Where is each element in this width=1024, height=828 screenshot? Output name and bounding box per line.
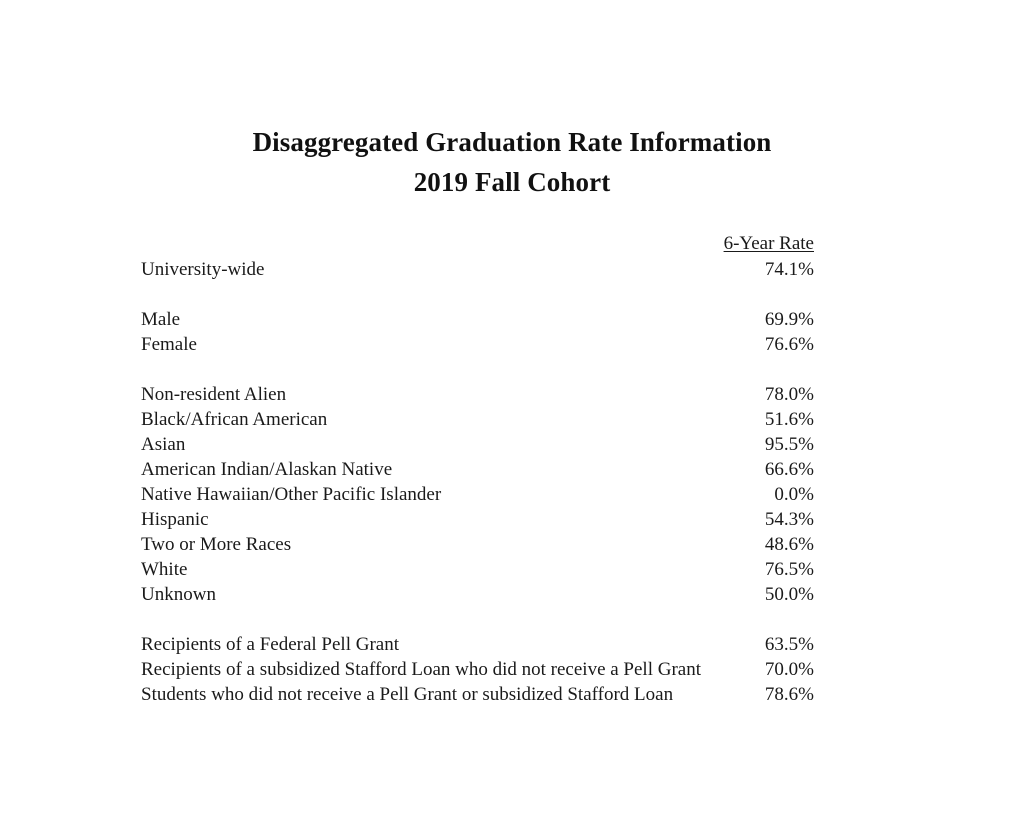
group-race-ethnicity	[141, 382, 814, 607]
row-value: 70.0%	[764, 659, 814, 680]
row-label: Unknown	[141, 584, 216, 605]
row-value: 74.1%	[764, 259, 814, 280]
document-title	[0, 122, 1024, 202]
row-value: 76.5%	[764, 559, 814, 580]
table-row	[141, 407, 814, 432]
row-value: 48.6%	[764, 534, 814, 555]
row-value: 76.6%	[764, 334, 814, 355]
group-spacer	[141, 607, 814, 632]
table-row	[141, 457, 814, 482]
row-label: Two or More Races	[141, 534, 292, 555]
row-label: Recipients of a Federal Pell Grant	[141, 634, 400, 655]
row-value: 69.9%	[764, 309, 814, 330]
title-line-2: 2019 Fall Cohort	[413, 167, 611, 197]
group-gender	[141, 307, 814, 357]
table-row	[141, 432, 814, 457]
table-row	[141, 507, 814, 532]
table-row	[141, 682, 814, 707]
row-value: 78.6%	[764, 684, 814, 705]
group-financial-aid	[141, 632, 814, 707]
table-row	[141, 582, 814, 607]
row-label: Native Hawaiian/Other Pacific Islander	[141, 484, 442, 505]
table-row	[141, 482, 814, 507]
row-label: Non-resident Alien	[141, 384, 287, 405]
row-label: White	[141, 559, 188, 580]
row-value: 66.6%	[764, 459, 814, 480]
group-overall	[141, 257, 814, 282]
row-value: 50.0%	[764, 584, 814, 605]
table-row	[141, 332, 814, 357]
row-label: Female	[141, 334, 197, 355]
title-line-1: Disaggregated Graduation Rate Information	[252, 127, 772, 157]
row-label: University-wide	[141, 259, 265, 280]
row-label: Black/African American	[141, 409, 328, 430]
group-spacer	[141, 357, 814, 382]
table-row	[141, 532, 814, 557]
table-row	[141, 257, 814, 282]
row-label: Asian	[141, 434, 186, 455]
table-row	[141, 382, 814, 407]
column-header-rate: 6-Year Rate	[723, 233, 814, 254]
row-value: 78.0%	[764, 384, 814, 405]
table-row	[141, 632, 814, 657]
row-label: Male	[141, 309, 181, 330]
row-value: 54.3%	[764, 509, 814, 530]
table-row	[141, 557, 814, 582]
row-label: American Indian/Alaskan Native	[141, 459, 393, 480]
table-row	[141, 307, 814, 332]
table-row	[141, 657, 814, 682]
row-value: 63.5%	[764, 634, 814, 655]
graduation-rate-table	[141, 232, 814, 707]
row-label: Hispanic	[141, 509, 209, 530]
table-header-row	[141, 232, 814, 257]
row-value: 0.0%	[774, 484, 814, 505]
row-value: 51.6%	[764, 409, 814, 430]
row-label: Recipients of a subsidized Stafford Loan who did not receive a Pell Grant	[141, 659, 701, 680]
row-value: 95.5%	[764, 434, 814, 455]
row-label: Students who did not receive a Pell Grant or subsidized Stafford Loan	[141, 684, 674, 705]
group-spacer	[141, 282, 814, 307]
